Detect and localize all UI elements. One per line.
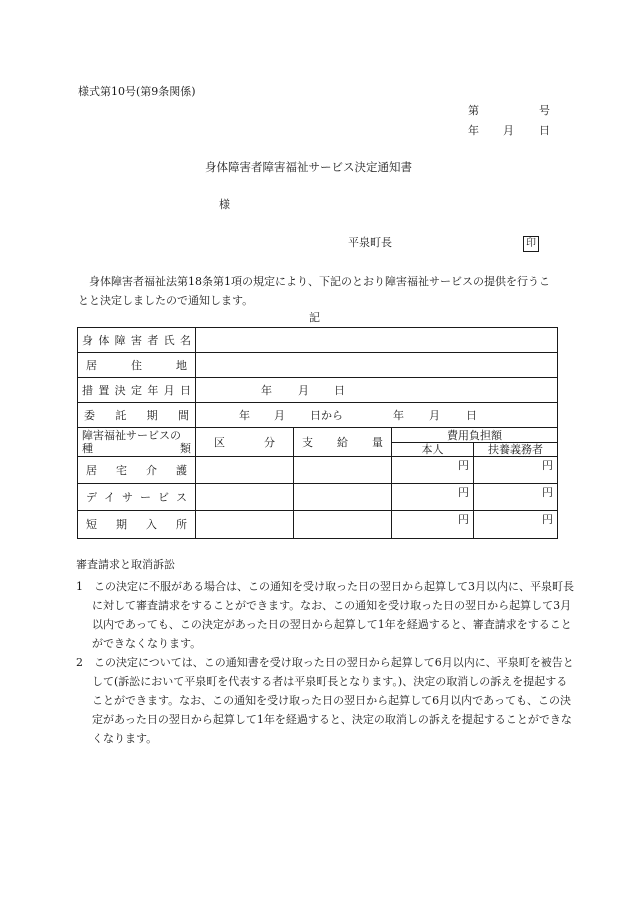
service-supply <box>294 484 392 511</box>
label-name-text: 身 体 障 害 者 氏 名 <box>82 333 191 347</box>
person-yen: 円 <box>392 484 474 511</box>
label-address <box>78 353 196 378</box>
appeal-item-1: 1 この決定に不服がある場合は、この通知を受け取った日の翌日から起算して3月以内に、平泉町長に対して審査請求をすることができます。なお、この通知を受け取った日の翌日から起算して3月以内であっても、この決定があった日の翌日から起算して1年を経過すると、審査請求をすることができなくなります。 <box>76 580 574 650</box>
notice-body: 身体障害者福祉法第18条第1項の規定により、下記のとおり障害福祉サービスの提供を行うことと決定しましたので通知します。 <box>78 275 550 307</box>
service-type-line1: 障害福祉サービスの <box>82 429 181 442</box>
person-yen: 円 <box>392 511 474 539</box>
table-row <box>78 378 558 403</box>
header-cost: 費用負担額 <box>392 428 558 443</box>
period-end-month-mark: 月 <box>429 409 440 422</box>
service-type-line2: 種 類 <box>82 442 191 455</box>
header-category-text: 区 分 <box>214 435 275 449</box>
period-from-mark: から <box>321 409 343 422</box>
ki-mark: 記 <box>309 311 320 324</box>
period-end-day-mark: 日 <box>466 409 477 422</box>
period-start-month-mark: 月 <box>274 409 285 422</box>
decision-table <box>77 327 558 539</box>
service-supply <box>294 511 392 539</box>
decision-day-mark: 日 <box>334 384 345 397</box>
label-address-text: 居 住 地 <box>86 358 187 372</box>
label-period-text: 委 託 期 間 <box>84 408 189 422</box>
header-person: 本人 <box>392 443 474 457</box>
label-period <box>78 403 196 428</box>
value-period <box>196 403 558 428</box>
header-category <box>196 428 294 457</box>
service-row-label <box>78 484 196 511</box>
table-row <box>78 511 558 539</box>
service-category <box>196 484 294 511</box>
service-name: デ イ サ ー ビ ス <box>86 490 187 504</box>
document-title: 身体障害者障害福祉サービス決定通知書 <box>205 160 412 174</box>
seal-mark: 印 <box>523 236 539 252</box>
addressee-suffix: 様 <box>219 198 230 211</box>
value-decision-date <box>196 378 558 403</box>
table-row <box>78 403 558 428</box>
number-label: 第 <box>468 104 479 117</box>
table-row <box>78 328 558 353</box>
appeal-item-2: 2 この決定については、この通知書を受け取った日の翌日から起算して6月以内に、平泉町を被告として(訴訟において平泉町を代表する者は平泉町長となります。)、決定の取消しの訴えを提起することができます。なお、この通知を受け取った日の翌日から起算して6月以内であっても、この決定があった日の翌日から起算して1年を経過すると、決定の取消しの訴えを提起することができなくなります。 <box>76 656 574 745</box>
service-row-label <box>78 511 196 539</box>
service-category <box>196 511 294 539</box>
supporter-yen: 円 <box>474 457 558 484</box>
person-yen: 円 <box>392 457 474 484</box>
date-month: 月 <box>503 124 514 137</box>
table-row <box>78 457 558 484</box>
table-row <box>78 428 558 443</box>
table-row <box>78 353 558 378</box>
value-name <box>196 328 558 353</box>
service-category <box>196 457 294 484</box>
label-decision-date <box>78 378 196 403</box>
service-row-label <box>78 457 196 484</box>
supporter-yen: 円 <box>474 511 558 539</box>
form-number: 様式第10号(第9条関係) <box>78 85 196 98</box>
service-supply <box>294 457 392 484</box>
table-row <box>78 484 558 511</box>
header-supply-text: 支 給 量 <box>302 435 383 449</box>
number-suffix: 号 <box>539 104 550 117</box>
label-decision-date-text: 措 置 決 定 年 月 日 <box>82 383 191 397</box>
label-name <box>78 328 196 353</box>
supporter-yen: 円 <box>474 484 558 511</box>
period-start-year-mark: 年 <box>239 409 250 422</box>
period-end-year-mark: 年 <box>393 409 404 422</box>
service-name: 短 期 入 所 <box>86 518 187 531</box>
decision-year-mark: 年 <box>261 384 272 397</box>
issuer-name: 平泉町長 <box>348 236 392 249</box>
date-year: 年 <box>468 124 479 137</box>
appeal-heading: 審査請求と取消訴訟 <box>76 558 175 571</box>
header-supporter: 扶養義務者 <box>474 443 558 457</box>
decision-month-mark: 月 <box>298 384 309 397</box>
service-name: 居 宅 介 護 <box>86 463 187 477</box>
period-start-day-mark: 日 <box>310 409 321 422</box>
date-day: 日 <box>539 124 550 137</box>
value-address <box>196 353 558 378</box>
header-supply <box>294 428 392 457</box>
label-service-type <box>78 428 196 457</box>
